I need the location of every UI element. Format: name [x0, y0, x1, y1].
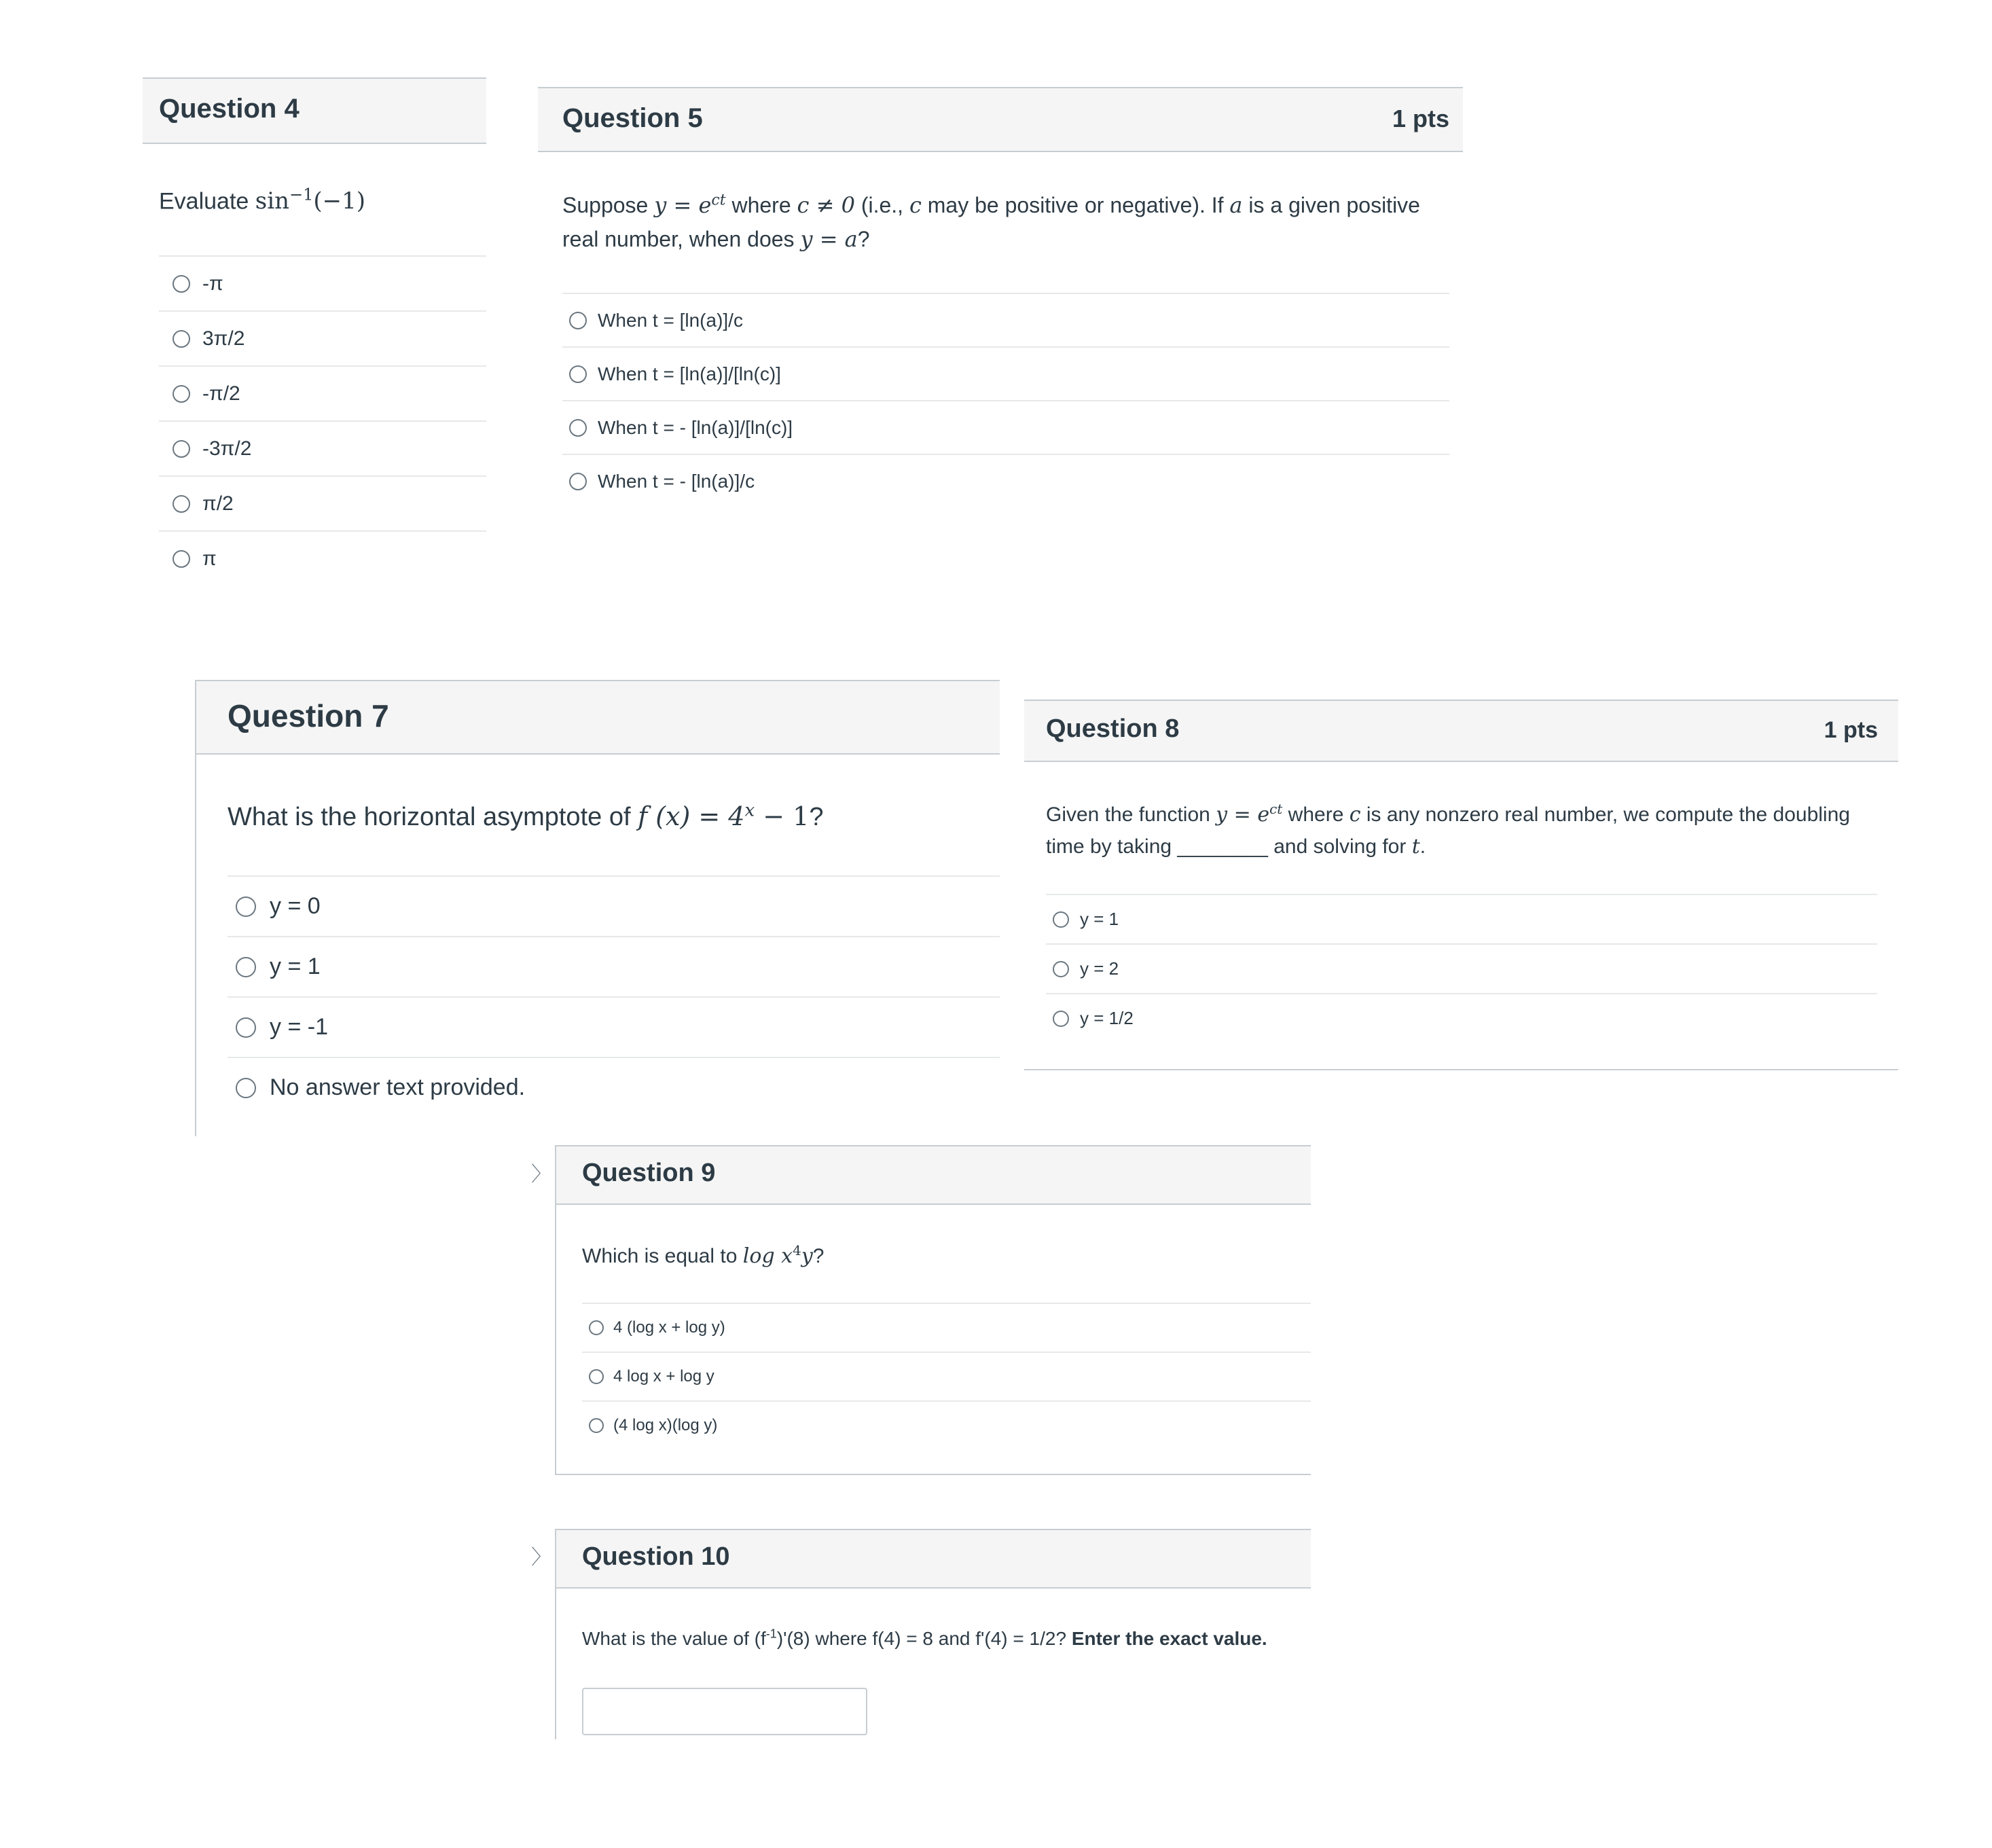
question-8-answers: [1046, 894, 1877, 1043]
question-9-left-border: [555, 1205, 556, 1475]
radio-button[interactable]: [589, 1418, 604, 1433]
question-4-header: [143, 77, 486, 144]
question-8-card: [1024, 700, 1898, 1073]
radio-button[interactable]: [173, 385, 190, 403]
answer-option[interactable]: 4 (log x + log y): [582, 1303, 1311, 1352]
answer-option[interactable]: When t = - [ln(a)]/c: [562, 454, 1449, 507]
question-5-prompt: Suppose $y = e^{ct}$ where c ≠ 0 (i.e., c may be positive or negative). If a is a given positive real number, when does y = a?: [562, 192, 1420, 252]
radio-button[interactable]: [173, 550, 190, 568]
question-4-title: Question 4: [159, 94, 300, 124]
question-8-title: Question 8: [1046, 714, 1180, 743]
answer-input[interactable]: [582, 1688, 867, 1735]
radio-button[interactable]: [236, 896, 256, 917]
radio-button[interactable]: [236, 1078, 256, 1098]
answer-option[interactable]: When t = [ln(a)]/c: [562, 293, 1449, 346]
question-5-title: Question 5: [562, 103, 703, 133]
answer-option[interactable]: π: [159, 530, 486, 585]
question-7-prompt: What is the horizontal asymptote of f $(x) = 4^x - 1$?: [228, 800, 824, 831]
question-8-points: 1 pts: [1824, 717, 1878, 743]
answer-option[interactable]: y = 1: [1046, 894, 1877, 943]
answer-option[interactable]: 3π/2: [159, 310, 486, 365]
question-5-card: [538, 87, 1463, 494]
radio-button[interactable]: [1053, 961, 1069, 977]
question-7-answers: [228, 875, 1000, 1117]
answer-option[interactable]: When t = [ln(a)]/[ln(c)]: [562, 346, 1449, 400]
question-10-title: Question 10: [582, 1542, 730, 1571]
answer-option[interactable]: 4 log x + log y: [582, 1352, 1311, 1400]
question-9-answers: [582, 1303, 1311, 1449]
radio-button[interactable]: [173, 330, 190, 348]
radio-button[interactable]: [569, 473, 587, 490]
question-9-title: Question 9: [582, 1159, 716, 1187]
question-7-card: [195, 680, 1000, 1136]
answer-option[interactable]: (4 log x)(log y): [582, 1400, 1311, 1449]
radio-button[interactable]: [589, 1320, 604, 1335]
question-9-header: [555, 1145, 1311, 1205]
radio-button[interactable]: [1053, 911, 1069, 928]
answer-option[interactable]: -3π/2: [159, 420, 486, 475]
question-10-prompt: What is the value of $(f^{-1})'(8)$ where f(4) = 8 and f'(4) = 1/2? Enter the exact value.: [582, 1627, 1267, 1649]
question-4-prompt: Evaluate $\sin^{-1}(-1)$: [159, 185, 366, 215]
question-8-prompt: Given the function $y = e^{ct}$ where c is any nonzero real number, we compute the doubling time by taking ________ and solving for t.: [1046, 801, 1850, 858]
answer-option[interactable]: y = 2: [1046, 943, 1877, 993]
question-7-title: Question 7: [228, 698, 389, 733]
radio-button[interactable]: [173, 495, 190, 513]
question-10-card: [555, 1529, 1311, 1739]
radio-button[interactable]: [589, 1369, 604, 1384]
radio-button[interactable]: [173, 440, 190, 458]
question-10-left-border: [555, 1589, 556, 1739]
question-4-answers: [159, 255, 486, 585]
chevron-right-icon[interactable]: 〉: [531, 1546, 551, 1570]
question-4-card: [143, 77, 486, 580]
radio-button[interactable]: [569, 312, 587, 329]
radio-button[interactable]: [569, 419, 587, 437]
question-8-bottom-border: [1024, 1069, 1898, 1070]
question-9-prompt: Which is equal to $\log x^4y$?: [582, 1242, 825, 1268]
answer-option[interactable]: π/2: [159, 475, 486, 530]
question-8-header: [1024, 700, 1898, 762]
question-9-card: [555, 1145, 1311, 1475]
radio-button[interactable]: [236, 957, 256, 977]
answer-option[interactable]: -π/2: [159, 365, 486, 420]
question-9-bottom-border: [555, 1474, 1311, 1475]
answer-option[interactable]: y = 1/2: [1046, 993, 1877, 1043]
answer-option[interactable]: y = 0: [228, 875, 1000, 936]
question-5-answers: [562, 293, 1449, 507]
question-5-points: 1 pts: [1392, 105, 1449, 132]
answer-option[interactable]: y = 1: [228, 936, 1000, 996]
radio-button[interactable]: [569, 365, 587, 383]
answer-option[interactable]: -π: [159, 255, 486, 310]
question-10-header: [555, 1529, 1311, 1589]
answer-option[interactable]: No answer text provided.: [228, 1057, 1000, 1117]
radio-button[interactable]: [236, 1017, 256, 1038]
answer-option[interactable]: When t = - [ln(a)]/[ln(c)]: [562, 400, 1449, 454]
question-7-left-border: [195, 755, 196, 1136]
radio-button[interactable]: [173, 275, 190, 293]
radio-button[interactable]: [1053, 1011, 1069, 1027]
answer-option[interactable]: y = -1: [228, 996, 1000, 1057]
question-7-header: [195, 680, 1000, 755]
chevron-right-icon[interactable]: 〉: [531, 1163, 551, 1186]
question-5-header: [538, 87, 1463, 152]
